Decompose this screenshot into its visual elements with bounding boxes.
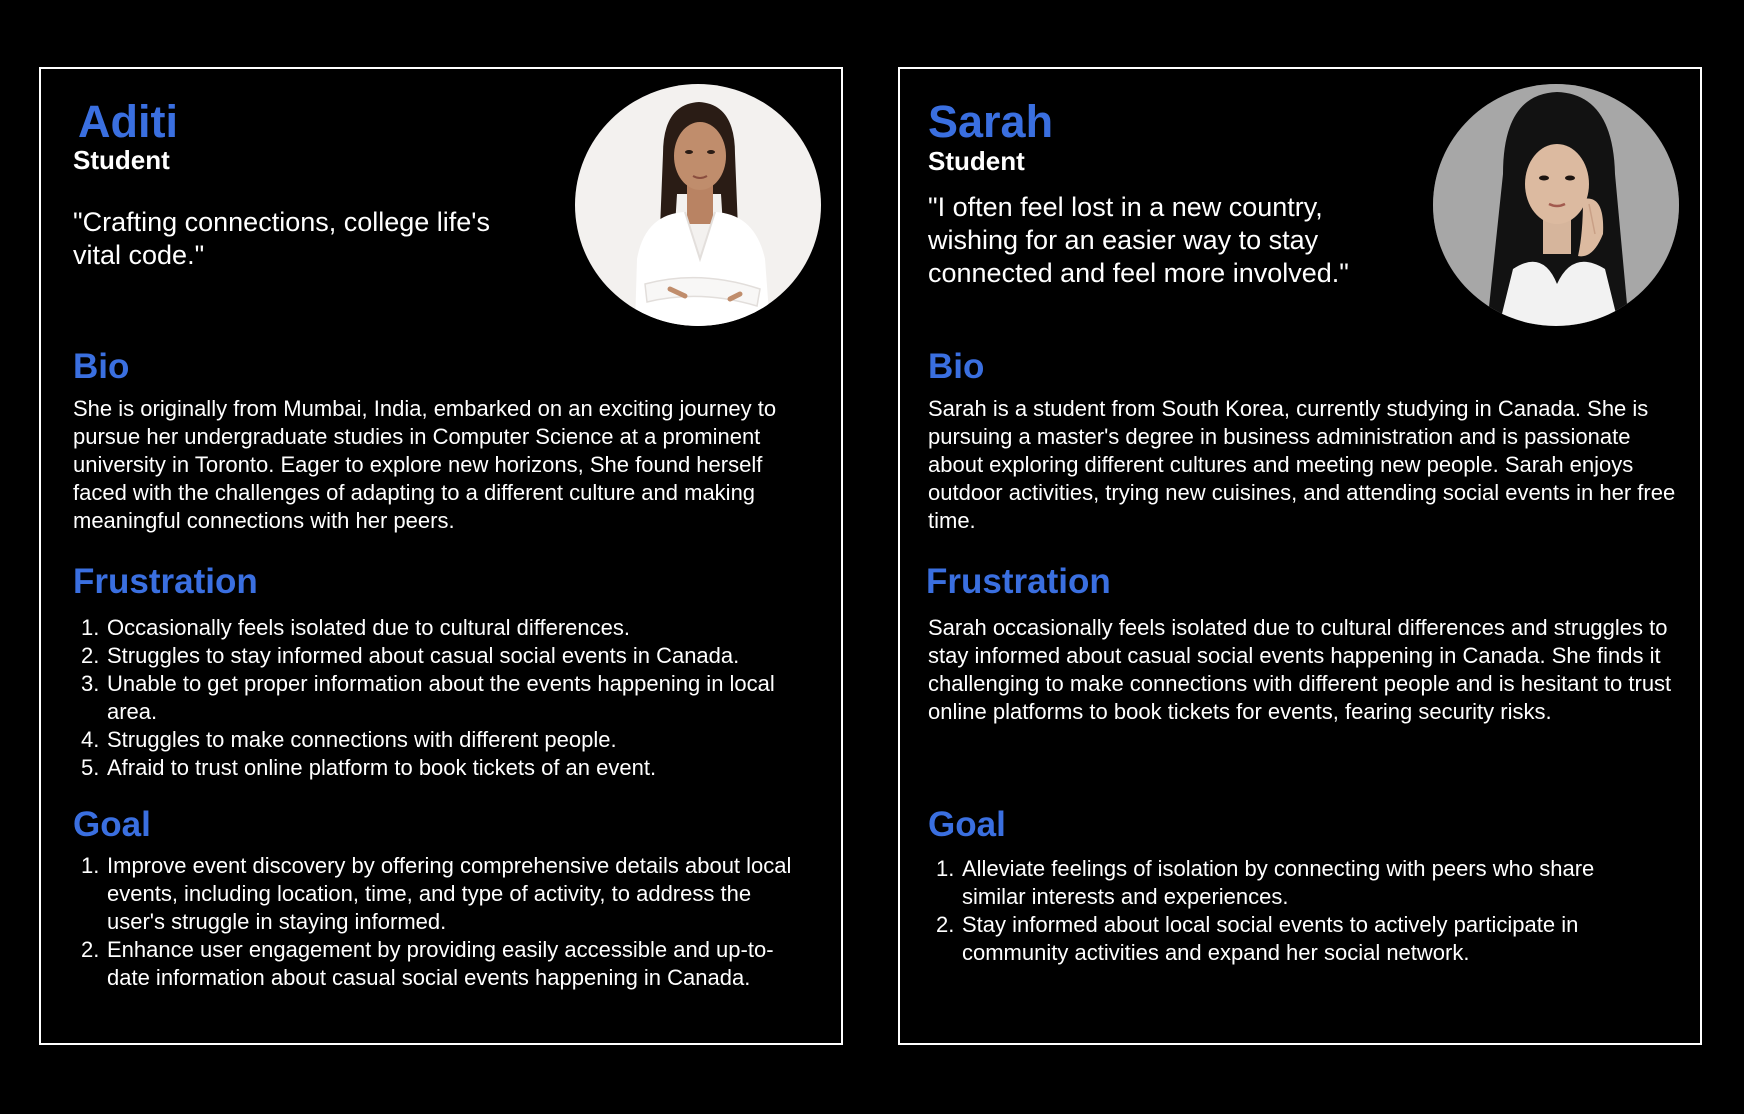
list-item: 1. Occasionally feels isolated due to cultural differences. [81,615,630,640]
avatar-photo-sarah [1433,84,1679,326]
avatar [1433,84,1679,326]
persona-quote: "I often feel lost in a new country, wishing for an easier way to stay connected and feel more involved." [928,192,1349,288]
persona-name: Sarah [928,96,1054,147]
bio-heading: Bio [73,347,130,386]
persona-card-sarah [898,67,1702,1045]
goal-heading: Goal [73,805,151,844]
list-item: 2. Enhance user engagement by providing easily accessible and up-to-date information about casual social events happening in Canada. [81,937,774,990]
list-item: 1. Alleviate feelings of isolation by connecting with peers who share similar interests and experiences. [936,856,1595,909]
list-item: 2. Struggles to stay informed about casual social events in Canada. [81,643,740,668]
frustration-text: Sarah occasionally feels isolated due to cultural differences and struggles to stay informed about casual social events happening in Canada. She finds it challenging to make connections with different people and is hesitant to trust online platforms to book tickets for events, fearing security risks. [928,615,1672,724]
goal-list [928,855,1658,967]
list-item: 4. Struggles to make connections with different people. [81,727,617,752]
bio-text: Sarah is a student from South Korea, currently studying in Canada. She is pursuing a master's degree in business administration and is passionate about exploring different cultures and meeting new people. Sarah enjoys outdoor activities, trying new cuisines, and attending social events in her free time. [928,396,1676,533]
list-item: 5. Afraid to trust online platform to book tickets of an event. [81,755,657,780]
bio-heading: Bio [928,347,985,386]
persona-name: Aditi [78,96,178,147]
list-item: 2. Stay informed about local social events to actively participate in community activities and expand her social network. [936,912,1579,965]
frustration-heading: Frustration [73,562,258,601]
persona-card-aditi [39,67,843,1045]
persona-role: Student [928,146,1025,176]
avatar-photo-aditi [575,84,821,326]
bio-text: She is originally from Mumbai, India, embarked on an exciting journey to pursue her undergraduate studies in Computer Science at a prominent university in Toronto. Eager to explore new horizons, She found herself faced with the challenges of adapting to a different culture and making meaningful connections with her peers. [73,396,777,533]
list-item: 3. Unable to get proper information about the events happening in local area. [81,671,775,724]
goal-list [73,852,808,992]
list-item: 1. Improve event discovery by offering comprehensive details about local events, including location, time, and type of activity, to address the user's struggle in staying informed. [81,853,792,934]
persona-quote: "Crafting connections, college life's vital code." [73,207,490,270]
goal-heading: Goal [928,805,1006,844]
frustration-heading: Frustration [926,562,1111,601]
avatar [575,84,821,326]
persona-role: Student [73,145,170,175]
frustration-list [73,614,793,782]
